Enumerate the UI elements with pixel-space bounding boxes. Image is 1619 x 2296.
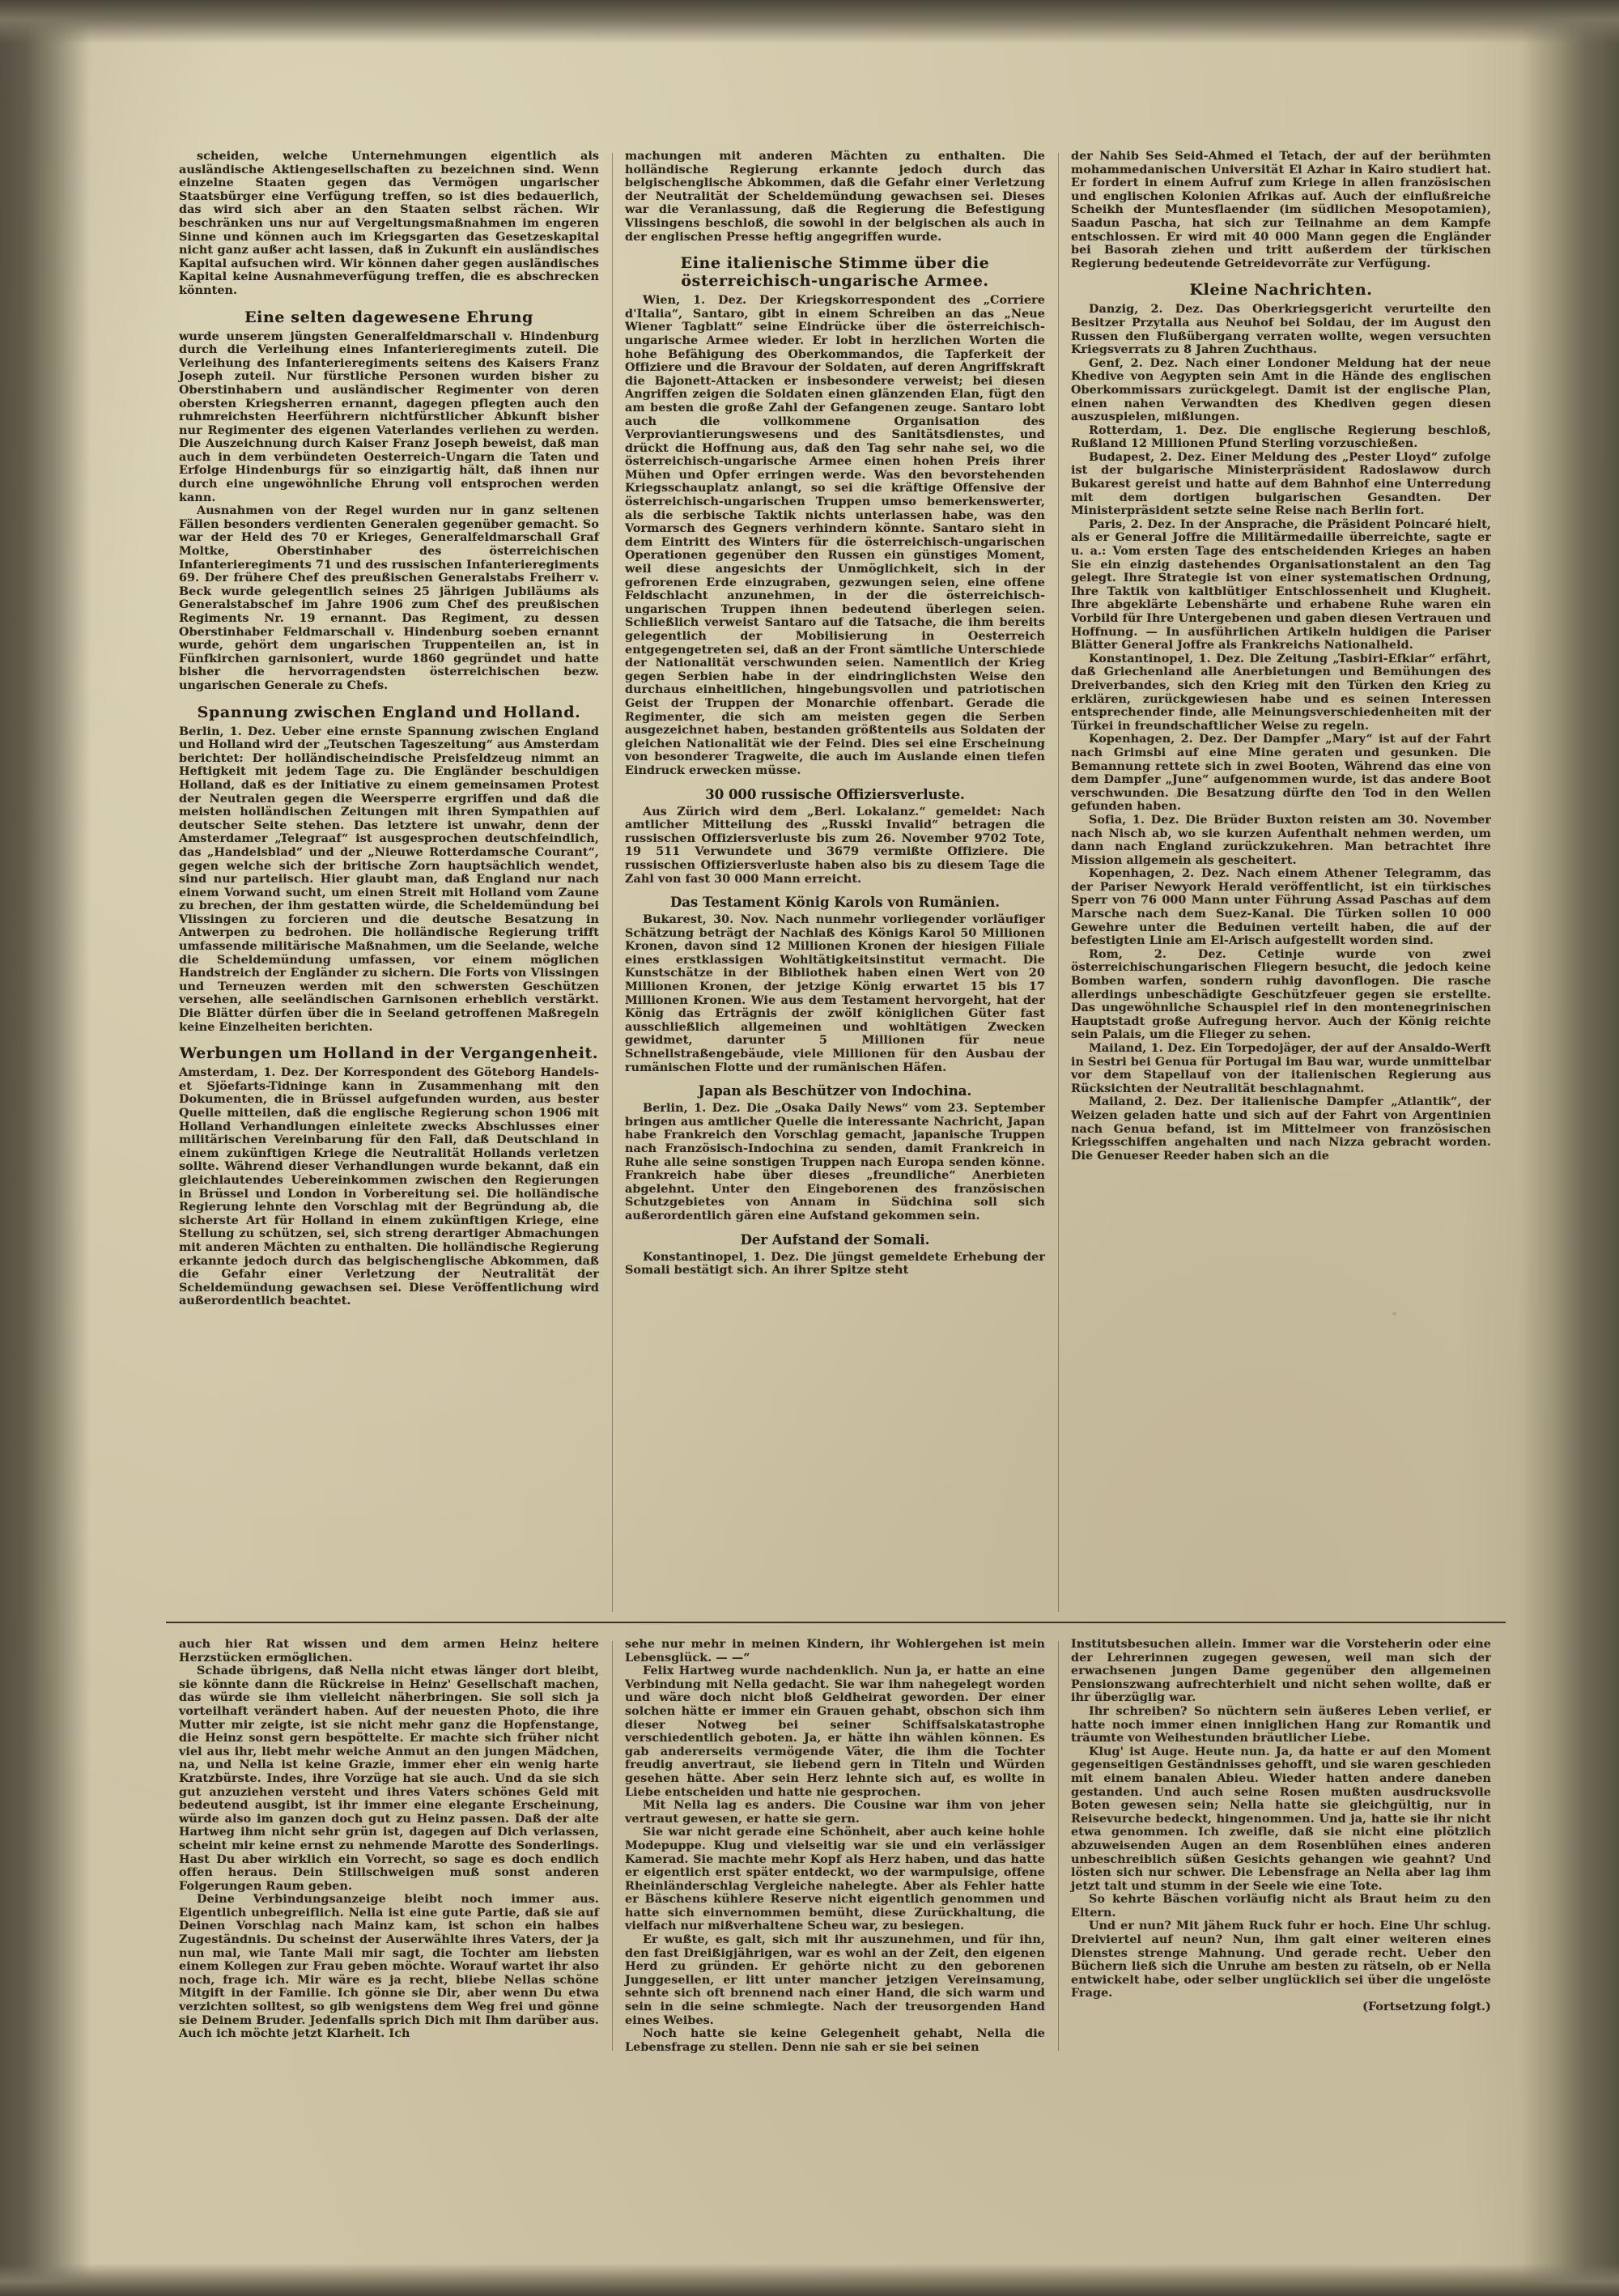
headline-werbungen: Werbungen um Holland in der Vergangenheit. bbox=[179, 1044, 599, 1063]
page-edge-bottom bbox=[0, 2264, 1619, 2296]
subhead-offiziersverluste: 30 000 russische Offiziersverluste. bbox=[705, 786, 965, 802]
paragraph: Mailand, 2. Dez. Der italienische Dampfer „Atlantik“, der Weizen geladen hatte und sich auf der Fahrt von Argentinien nach Genua befand, ist im Mittelmeer von französischen Kriegsschiffen angehalten und nach Nizza gebracht worden. Die Genueser Reeder haben sich an die bbox=[1071, 1095, 1491, 1163]
paragraph: (Fortsetzung folgt.) bbox=[1362, 2000, 1491, 2014]
subhead-testament-karol: Das Testament König Karols von Rumänien. bbox=[669, 895, 1001, 911]
paragraph: Danzig, 2. Dez. Das Oberkriegsgericht verurteilte den Besitzer Przytalla aus Neuhof bei Soldau, der im August den Russen den Flußübergang verraten wollte, wegen versuchten Kriegsverrats zu 8 Jahren Zuchthaus. bbox=[1071, 303, 1491, 357]
section-divider-rule bbox=[166, 1622, 1506, 1623]
paragraph: Schade übrigens, daß Nella nicht etwas länger dort bleibt, sie könnte dann die Rückreise in Heinz' Gesellschaft machen, das würde sie ihm vielleicht näherbringen. Sie soll sich ja vorteilhaft verändert haben. Auf der neuesten Photo, die ihre Mutter mir zeigte, ist sie nicht mehr ganz die Hopfenstange, die Heinz sonst gern bespöttelte. Er machte sich früher nicht viel aus ihr, liebt mehr weiche Anmut an den jungen Mädchen, na, und Nella ist keine Grazie, immer eher ein wenig harte Kratzbürste. Indes, ihre Vorzüge hat sie auch. Und da sie sich gut anzuziehen versteht und ihres Vaters schönes Geld mit bedeutend ausgibt, ist ihr immer eine elegante Erscheinung, würde also im ganzen doch gut zu Heinz passen. Daß der alte Hartweg ihm nicht sehr grün ist, dagegen auf Dich verlassen, scheint mir keine ernst zu nehmende Marotte des Sonderlings. Hast Du aber wirklich ein Vorrecht, so sage es doch endlich offen heraus. Dein Stillschweigen muß sonst anderen Folgerungen Raum geben. bbox=[179, 1665, 599, 1893]
column-5 bbox=[612, 1638, 1058, 2054]
headline-kleine-nachrichten: Kleine Nachrichten. bbox=[1189, 281, 1373, 300]
paragraph: Institutsbesuchen allein. Immer war die Vorsteherin oder eine der Lehrerinnen zugegen gewesen, weil man sich der erwachsenen jungen Dame gegenüber den allgemeinen Pensionszwang aufrechterhielt und nicht sehen wollte, daß er ihr überzüglig war. bbox=[1071, 1638, 1491, 1705]
column-3 bbox=[1058, 150, 1504, 1615]
paragraph: Rotterdam, 1. Dez. Die englische Regierung beschloß, Rußland 12 Millionen Pfund Sterling vorzuschießen. bbox=[1071, 423, 1491, 451]
paragraph: Mit Nella lag es anders. Die Cousine war ihm von jeher vertraut gewesen, er hatte sie gern. bbox=[625, 1799, 1045, 1826]
headline-ehrung: Eine selten dagewesene Ehrung bbox=[244, 308, 533, 326]
subhead-aufstand-somali: Der Aufstand der Somali. bbox=[740, 1231, 930, 1248]
paragraph: Genf, 2. Dez. Nach einer Londoner Meldung hat der neue Khedive von Aegypten sein Amt in die Hände des englischen Oberkommissars zurückgelegt. Damit ist der englische Plan, einen nahen Verwandten des Khediven gegen diesen auszuspielen, mißlungen. bbox=[1071, 356, 1491, 424]
paragraph: Kopenhagen, 2. Dez. Nach einem Athener Telegramm, das der Pariser Newyork Herald veröffentlicht, ist ein türkisches Sperr von 76 000 Mann unter Führung Assad Paschas auf dem Marsche nach dem Suez-Kanal. Die Türken sollen 10 000 Gewehre unter die Beduinen verteilt haben, die auf der befestigten Linie am El-Arisch aufgestellt worden sind. bbox=[1071, 867, 1491, 948]
upper-section bbox=[166, 150, 1506, 1615]
paragraph: Deine Verbindungsanzeige bleibt noch immer aus. Eigentlich unbegreiflich. Nella ist eine gute Partie, daß sie auf Deinen Vorschlag nach Mainz kam, ist schon ein halbes Zugeständnis. Du scheinst der Auserwählte ihres Vaters, der ja nun mal, wie Tante Mali mir sagt, die Tochter am liebsten einem Kollegen zur Frau geben möchte. Worauf wartet ihr also noch, frage ich. Mir wäre es ja recht, bliebe Nellas schöne Mitgift in der Familie. Ich gönne sie Dir, aber wenn Du etwa verzichten solltest, so gib wenigstens dem Weg frei und gönne sie Deinem Bruder. Jedenfalls sprich Dich mit Ihm darüber aus. Auch ich möchte jetzt Klarheit. Ich bbox=[179, 1893, 599, 2041]
column-6 bbox=[1058, 1638, 1504, 2054]
paragraph: sehe nur mehr in meinen Kindern, ihr Wohlergehen ist mein Lebensglück. — —“ bbox=[625, 1638, 1045, 1665]
paragraph: Amsterdam, 1. Dez. Der Korrespondent des Göteborg Handels- et Sjöefarts-Tidninge kann in Zusammenhang mit den Dokumenten, die in Brüssel aufgefunden wurden, aus bester Quelle mitteilen, daß die englische Regierung schon 1906 mit Holland Verhandlungen einleitete zwecks Abschlusses einer militärischen Vereinbarung für den Fall, daß Deutschland in einem zukünftigen Kriege die Neutralität Hollands verletzen sollte. Während dieser Verhandlungen wurde bekannt, daß ein gleichlautendes Uebereinkommen zwischen den Regierungen in Brüssel und London in Vorbereitung sei. Die holländische Regierung lehnte den Vorschlag mit der Begründung ab, die sicherste Art für Holland in einem zukünftigen Kriege, eine Stellung zu schützen, sei, sich streng derartiger Abmachungen mit anderen Mächten zu enthalten. Die holländische Regierung erkannte jedoch durch das belgischenglische Abkommen, daß die Gefahr einer Verletzung der Neutralität der Scheldemündung gewachsen sei. Diese Veröffentlichung wird außerordentlich beachtet. bbox=[179, 1066, 599, 1308]
paragraph: Mailand, 1. Dez. Ein Torpedojäger, der auf der Ansaldo-Werft in Sestri bei Genua für Portugal im Bau war, wurde unmittelbar vor dem Stapellauf von der italienischen Regierung aus Rücksichten der Neutralität beschlagnahmt. bbox=[1071, 1042, 1491, 1095]
paragraph: wurde unserem jüngsten Generalfeldmarschall v. Hindenburg durch die Verleihung eines Infanterieregiments zuteil. Die Verleihung des Infanterieregiments seitens des Kaisers Franz Joseph zuteil. Nur fürstliche Personen wurden bisher zu Oberstinhabern und ausländischer Regimenter von deren obersten Kriegsherren ernannt, dagegen pflegten auch den ruhmreichsten Heerführern nichtfürstlicher Abkunft bisher nur Regimenter des eigenen Vaterlandes verliehen zu werden. Die Auszeichnung durch Kaiser Franz Joseph beweist, daß man auch in dem verbündeten Oesterreich-Ungarn die Taten und Erfolge Hindenburgs für so einzigartig hält, daß ihnen nur durch eine ungewöhnliche Ehrung voll entsprochen werden kann. bbox=[179, 330, 599, 504]
column-1 bbox=[166, 150, 612, 1615]
paragraph: Ihr schreiben? So nüchtern sein äußeres Leben verlief, er hatte noch immer einen inniglichen Hang zur Romantik und träumte von Weihestunden bräutlicher Liebe. bbox=[1071, 1704, 1491, 1745]
article-sheet bbox=[166, 150, 1506, 2190]
paragraph: der Nahib Ses Seid-Ahmed el Tetach, der auf der berühmten mohammedanischen Universität El Azhar in Kairo studiert hat. Er fordert in einem Aufruf zum Kriege in allen französischen und englischen Kolonien Afrikas auf. Auch der einflußreiche Scheikh der Muntesflaender (im südlichen Mesopotamien), Saadun Pascha, hat sich zur Teilnahme an dem Kampfe entschlossen. Er wird mit 40 000 Mann gegen die Engländer bei Basorah ziehen und tritt außerdem der türkischen Regierung bedeutende Getreidevorräte zur Verfügung. bbox=[1071, 150, 1491, 270]
paragraph: Und er nun? Mit jähem Ruck fuhr er hoch. Eine Uhr schlug. Dreiviertel auf neun? Nun, ihm galt einer weiteren eines Dienstes strenge Mahnung. Und gerade recht. Ueber den Büchern ließ sich die Unruhe am besten zu rätseln, ob er Nella entwickelt habe, oder selber unglücklich sei über die ungelöste Frage. bbox=[1071, 1920, 1491, 2000]
paragraph: Bukarest, 30. Nov. Nach nunmehr vorliegender vorläufiger Schätzung beträgt der Nachlaß des Königs Karol 50 Millionen Kronen, davon sind 12 Millionen Kronen der hiesigen Filiale eines erstklassigen Wohltätigkeitsinstitut vermacht. Die Kunstschätze in der Bibliothek haben einen Wert von 20 Millionen Kronen, der jetzige König erwartet 15 bis 17 Millionen Kronen. Wie aus dem Testament hervorgeht, hat der König das Erträgnis der zwölf königlichen Güter fast ausschließlich allgemeinen und wohltätigen Zwecken gewidmet, darunter 5 Millionen für neue Schnellstraßengebäude, viele Millionen für den Ausbau der rumänischen Flotte und der rumänischen Häfen. bbox=[625, 913, 1045, 1074]
paragraph: Noch hatte sie keine Gelegenheit gehabt, Nella die Lebensfrage zu stellen. Denn nie sah er sie bei seinen bbox=[625, 2027, 1045, 2054]
paragraph: Kopenhagen, 2. Dez. Der Dampfer „Mary“ ist auf der Fahrt nach Grimsbi auf eine Mine geraten und gesunken. Die Bemannung rettete sich in zwei Booten, Während das eine von dem Dampfer „June“ aufgenommen wurde, ist das andere Boot verschwunden. Die Besatzung dürfte den Tod in den Wellen gefunden haben. bbox=[1071, 733, 1491, 814]
paragraph: Konstantinopel, 1. Dez. Die jüngst gemeldete Erhebung der Somali bestätigt sich. An ihrer Spitze steht bbox=[625, 1250, 1045, 1278]
paragraph: Berlin, 1. Dez. Ueber eine ernste Spannung zwischen England und Holland wird der „Teutschen Tageszeitung“ aus Amsterdam berichtet: Der holländischeindische Preisfeldzeug nimmt an Heftigkeit mit jedem Tage zu. Die Engländer beschuldigen Holland, daß es der Initiative zu einem gemeinsamen Protest der Neutralen gegen die Weersperre ergriffen und daß die meisten holländischen Zeitungen mit ihren Sympathien auf deutscher Seite stehen. Das letztere ist unwahr, denn der Amsterdamer „Telegraaf“ ist ausgesprochen deutschfeindlich, das „Handelsblad“ und der „Nieuwe Rotterdamsche Courant“, gegen welche sich der britische Zorn hauptsächlich wendet, sind nur parteiisch. Hier glaubt man, daß England nur nach einem Vorwand sucht, um einen Streit mit Holland vom Zaune zu brechen, der ihm gestatten würde, die Scheldemündung bei Vlissingen zu forcieren und die deutsche Besatzung in Antwerpen zu bedrohen. Die holländische Regierung trifft umfassende militärische Maßnahmen, um die Seelande, welche die Scheldemündung umfassen, vor einem möglichen Handstreich der Engländer zu sichern. Die Forts von Vlissingen und Terneuzen werden mit den schwersten Geschützen versehen, alle seeländischen Garnisonen erheblich verstärkt. Die Blätter dürfen über die in Seeland getroffenen Maßregeln keine Einzelheiten berichten. bbox=[179, 725, 599, 1034]
headline-italienische-stimme: Eine italienische Stimme über die österreichisch-ungarische Armee. bbox=[680, 254, 990, 291]
paragraph: Rom, 2. Dez. Cetinje wurde von zwei österreichischungarischen Fliegern besucht, die jedoch keine Bomben warfen, sondern ruhig davonflogen. Die rasche allerdings unbeschädigte Geschützfeuer gegen sie erstellte. Das ungewöhnliche Schauspiel rief in den montenegrinischen Hauptstadt große Aufregung hervor. Auch der König reichte sein Palais, um die Flieger zu sehen. bbox=[1071, 947, 1491, 1042]
paragraph: Ausnahmen von der Regel wurden nur in ganz seltenen Fällen besonders verdienten Generalen gegenüber gemacht. So war der Held des 70 er Krieges, Generalfeldmarschall Graf Moltke, Oberstinhaber des österreichischen Infanterieregiments 71 und des russischen Infanterieregiments 69. Der frühere Chef des preußischen Generalstabs Freiherr v. Beck wurde gelegentlich seines 25 jährigen Jubiläums als Generalstabschef im Jahre 1906 zum Chef des preußischen Regiments Nr. 19 ernannt. Das Regiment, zu dessen Oberstinhaber Feldmarschall v. Hindenburg soeben ernannt wurde, gehört dem ungarischen Truppenteilen an, ist in Fünfkirchen garnisoniert, wurde 1860 gegründet und hatte bisher die hervorragendsten österreichischen bezw. ungarischen Generale zu Chefs. bbox=[179, 504, 599, 692]
column-2 bbox=[612, 150, 1058, 1615]
paragraph: scheiden, welche Unternehmungen eigentlich als ausländische Aktiengesellschaften zu bezeichnen sind. Wenn einzelne Staaten gegen das Vermögen ungarischer Staatsbürger eine Verfügung treffen, so ist dies bedauerlich, das wird sich aber an den Staaten selbst rächen. Wir beschränken uns nur auf Vergeltungsmaßnahmen im engeren Sinne und können auch im Kriegsgarten das Gesetzeskapital nicht ganz außer acht lassen, daß in Zukunft ein ausländisches Kapital aufsuchen wird. Wir können daher gegen ausländisches Kapital keine Ausnahmeverfügung treffen, die es abschrecken könnten. bbox=[179, 150, 599, 297]
paragraph: Sofia, 1. Dez. Die Brüder Buxton reisten am 30. November nach Nisch ab, wo sie kurzen Aufenthalt nehmen werden, um dann nach England zurückzukehren. Man betrachtet ihre Mission allgemein als gescheitert. bbox=[1071, 813, 1491, 867]
paragraph: So kehrte Bäschen vorläufig nicht als Braut heim zu den Eltern. bbox=[1071, 1893, 1491, 1920]
paragraph: Felix Hartweg wurde nachdenklich. Nun ja, er hatte an eine Verbindung mit Nella gedacht. Sie war ihm nahegelegt worden und wäre doch nicht bloß Geldheirat geworden. Der einer solchen hätte er immer ein Grauen gehabt, obschon sich ihm dieser Notweg bei seiner Schiffsalskatastrophe verschiedentlich geboten. Ja, er hätte ihn wählen können. Es gab andererseits vermögende Väter, die ihm die Tochter freudig anvertraut, sie liebend gern in Titeln und Würden gesehen hätte. Aber sein Herz lehnte sich auf, es wollte in Liebe entscheiden und hatte nie gesprochen. bbox=[625, 1665, 1045, 1799]
paragraph: Paris, 2. Dez. In der Ansprache, die Präsident Poincaré hielt, als er General Joffre die Militärmedaille überreichte, sagte er u. a.: Vom ersten Tage des entscheidenden Krieges an haben Sie ein einzig dastehendes Organisationstalent an den Tag gelegt. Ihre Strategie ist von einer systematischen Ordnung, Ihre Taktik von kaltblütiger Entschlossenheit und Klugheit. Ihre abgeklärte Lebenshärte und erhabene Ruhe waren ein Vorbild für Ihre Untergebenen und gaben diesen Vertrauen und Hoffnung. — In ausführlichen Artikeln huldigen die Pariser Blätter General Joffre als Frankreichs Nationalheld. bbox=[1071, 517, 1491, 653]
headline-spannung: Spannung zwischen England und Holland. bbox=[197, 703, 581, 721]
page-edge-right bbox=[1522, 0, 1619, 2296]
feuilleton-section bbox=[166, 1638, 1506, 2054]
paragraph: Berlin, 1. Dez. Die „Osaka Daily News“ vom 23. September bringen aus amtlicher Quelle die interessante Nachricht, Japan habe Frankreich den Vorschlag gemacht, japanische Truppen nach Französisch-Indochina zu senden, damit Frankreich in Ruhe alle seine sonstigen Truppen nach Europa senden könne. Frankreich habe über dieses „freundliche“ Anerbieten abgelehnt. Unter den Eingeborenen des französischen Schutzgebietes von Annam in Südchina soll sich außerordentlich gären eine Aufstand gekommen sein. bbox=[625, 1102, 1045, 1222]
paragraph: Budapest, 2. Dez. Einer Meldung des „Pester Lloyd“ zufolge ist der bulgarische Ministerpräsident Radoslawow durch Bukarest gereist und hatte auf dem Bahnhof eine Unterredung mit dem dortigen bulgarischen Gesandten. Der Ministerpräsident setzte seine Reise nach Berlin fort. bbox=[1071, 450, 1491, 518]
subhead-japan-indochina: Japan als Beschützer von Indochina. bbox=[698, 1083, 972, 1099]
paragraph: Wien, 1. Dez. Der Kriegskorrespondent des „Corriere d'Italia“, Santaro, gibt in einem Schreiben an das „Neue Wiener Tagblatt“ seine Eindrücke über die österreichisch-ungarische Armee wieder. Er lobt in herzlichen Worten die hohe Befähigung des Oberkommandos, die Tapferkeit der Offiziere und die Bravour der Soldaten, auf deren Angriffskraft die Bajonett-Attacken er insbesondere verweist; bei diesen Angriffen zeigen die Soldaten einen glänzenden Elan, fügt den am besten die große Zahl der Gefangenen zeuge. Santaro lobt auch die vollkommene Organisation des Verproviantierungswesens und des Sanitätsdienstes, und drückt die Hoffnung aus, daß den Tag sehr nahe sei, wo die österreichisch-ungarische Armee einen hohen Preis ihrer Mühen und Opfer erringen werde. Was den bevorstehenden Kriegsschauplatz anlangt, so sei die kräftige Offensive der österreichisch-ungarischen Truppen umso bemerkenswerter, als die serbische Taktik nichts unterlassen habe, was den Vormarsch des Gegners verhindern könnte. Santaro sieht in dem Eintritt des Winters für die österreichisch-ungarischen Operationen gegenüber den Russen ein günstiges Moment, weil diese angesichts der Unmöglichkeit, sich in der gefrorenen Erde einzugraben, gezwungen seien, eine offene Feldschlacht anzunehmen, in der die österreichisch-ungarischen Truppen ihnen bedeutend überlegen seien. Schließlich verweist Santaro auf die Tatsache, die ihm bereits gelegentlich der Mobilisierung in Oesterreich entgegengetreten sei, daß an der Front sämtliche Unterschiede der Nationalität verschwunden seien. Namentlich der Krieg gegen Serbien habe in der eindringlichsten Weise den durchaus einheitlichen, hingebungsvollen und patriotischen Geist der Truppen der Monarchie offenbart. Gerade die Regimenter, die sich am meisten gegen die Serben ausgezeichnet haben, bestanden größtenteils aus Soldaten der gleichen Nationalität wie der Feind. Dies sei eine Erscheinung von besonderer Tragweite, die auch im Auslande einen tiefen Eindruck erwecken müsse. bbox=[625, 294, 1045, 777]
paragraph: Sie war nicht gerade eine Schönheit, aber auch keine hohle Modepuppe. Klug und vielseitig war sie und ein verlässiger Kamerad. Sie machte mehr Kopf als Herz haben, und das hatte er eigentlich erst später entdeckt, wo der warmpulsige, offene Rheinländerschlag Vergleiche nahelegte. Aber als Fehler hatte er Bäschens kühlere Reserve nicht eigentlich genommen und hatte sich einvernommen bemüht, diese Zurückhaltung, die vielfach nur mißverhaltene Scheu war, zu besiegen. bbox=[625, 1826, 1045, 1933]
paragraph: auch hier Rat wissen und dem armen Heinz heitere Herzstücken ermöglichen. bbox=[179, 1638, 599, 1665]
paragraph: Er wußte, es galt, sich mit ihr auszunehmen, und für ihn, den fast Dreißigjährigen, war es wohl an der Zeit, den eigenen Herd zu gründen. Er gehörte nicht zu den geborenen Junggesellen, er litt unter mancher jetzigen Vereinsamung, sehnte sich oft brennend nach einer Hand, die sich warm und sein in die seine schmiegte. Nach der treusorgenden Hand eines Weibes. bbox=[625, 1933, 1045, 2027]
page-edge-left bbox=[0, 0, 91, 2296]
paragraph: machungen mit anderen Mächten zu enthalten. Die holländische Regierung erkannte jedoch durch das belgischenglische Abkommen, daß die Gefahr einer Verletzung der Neutralität der Scheldemündung gewachsen sei. Dieses war die Veranlassung, daß die Regierung die Befestigung Vlissingens beschloß, die sowohl in der belgischen als auch in der englischen Presse heftig angegriffen wurde. bbox=[625, 150, 1045, 244]
paragraph: Konstantinopel, 1. Dez. Die Zeitung „Tasbiri-Efkiar“ erfährt, daß Griechenland alle Anerbietungen und Bemühungen des Dreiverbandes, sich den Krieg mit den Türken den Krieg zu erklären, zurückgewiesen habe und es seinen Interessen entsprechender finde, alle Meinungsverschiedenheiten mit der Türkei in freundschaftlicher Weise zu regeln. bbox=[1071, 652, 1491, 733]
paragraph: Aus Zürich wird dem „Berl. Lokalanz.“ gemeldet: Nach amtlicher Mitteilung des „Russki Invalid“ betragen die russischen Offiziersverluste bis zum 26. November 9702 Tote, 19 511 Verwundete und 3679 vermißte Offiziere. Die russischen Offiziersverluste haben also bis zu diesem Tage die Zahl von fast 30 000 Mann erreicht. bbox=[625, 805, 1045, 886]
page-edge-top bbox=[0, 0, 1619, 44]
paragraph: Klug' ist Auge. Heute nun. Ja, da hatte er auf den Moment gegenseitigen Geständnisses gehofft, und sie waren geschieden mit einem banalen Abieu. Wieder hatten andere daneben gestanden. Und auch seine Rosen mußten ausdrucksvolle Boten gewesen sein; Nella hatte sie gleichgültig, nur in Reisevurche bedeckt, hingenommen. Und ja, hatte sie ihr nicht etwa genommen. Ich zweifle, daß sie nicht eine plötzlich abzuweisenden Augen an dem Rosenblühen eines anderen unbeschreiblich süßen Gesichts gehangen wie geahnt? Und lösten sich nur schwer. Die Lebensfrage an Nella aber lag ihm jetzt talt und stumm in der Seele wie eine Tote. bbox=[1071, 1745, 1491, 1893]
column-4 bbox=[166, 1638, 612, 2054]
